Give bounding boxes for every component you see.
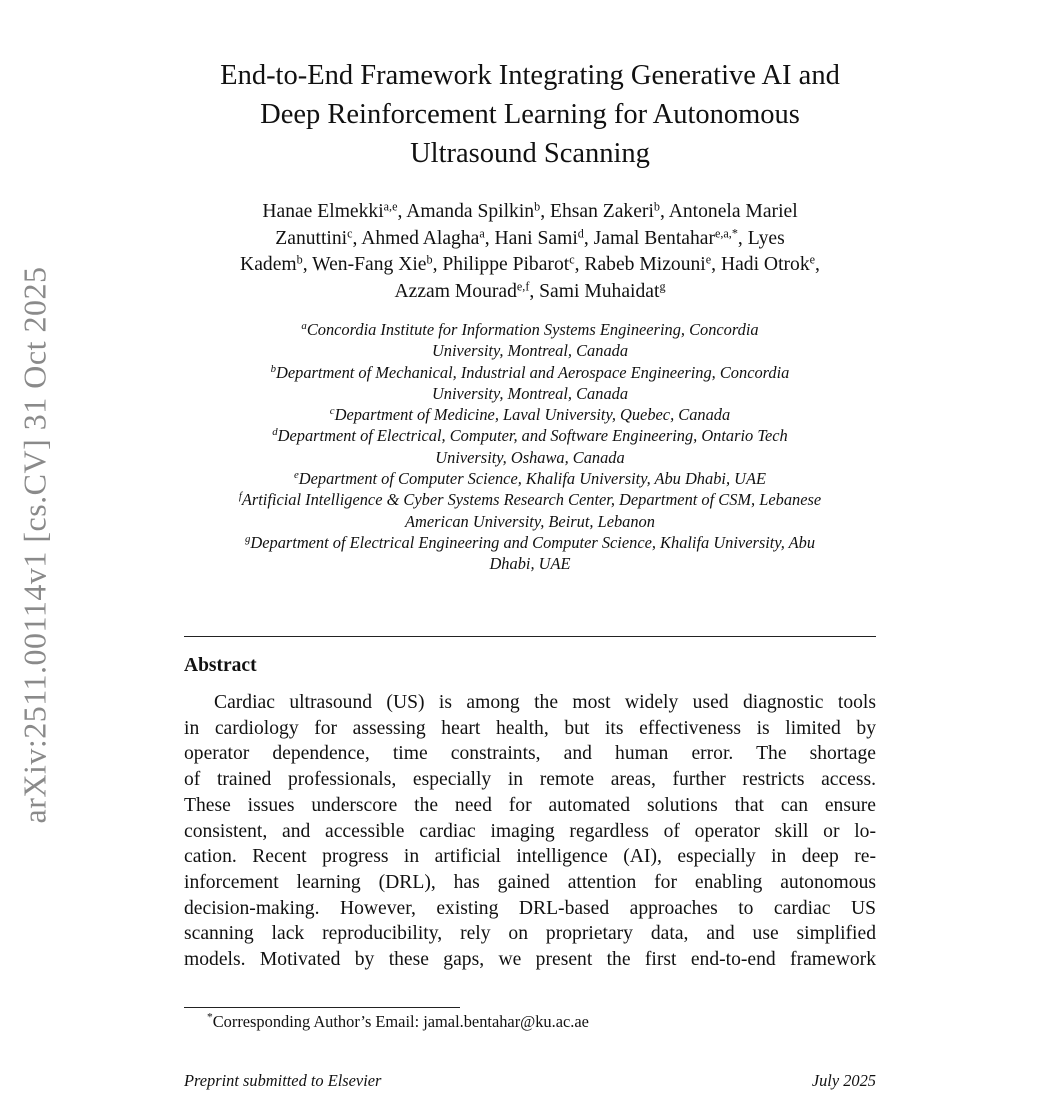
author-name: Azzam Mourad [394, 280, 517, 302]
author-affiliation-mark: b [534, 199, 541, 214]
author-name: Kadem [240, 254, 297, 275]
author-name: Hanae Elmekki [262, 201, 384, 222]
affiliation-mark: a [301, 320, 307, 333]
author-separator: , [659, 201, 669, 222]
author-affiliation-mark: e [809, 252, 816, 267]
author-separator: , [352, 227, 362, 249]
corresponding-author-footnote [207, 1012, 589, 1032]
affiliation-text: Department of Mechanical, Industrial and Aerospace Engineering, Concordia [276, 362, 790, 382]
affiliation-line [184, 489, 876, 510]
author-separator: , [540, 201, 550, 222]
affiliation-mark: d [272, 426, 278, 439]
author-name: Hadi Otrok [720, 254, 810, 275]
author-name: Sami Muhaidat [539, 280, 660, 302]
author-affiliation-mark: c [347, 225, 353, 240]
affiliation-line [184, 362, 876, 383]
author-separator: , [484, 227, 495, 249]
author-separator: , [711, 254, 721, 275]
author-name: Zanuttini [275, 227, 348, 249]
author-affiliation-mark: b [653, 199, 660, 214]
affiliation-text: Department of Electrical Engineering and Computer Science, Khalifa University, Abu [250, 532, 816, 552]
author-affiliation-mark: e [705, 252, 712, 267]
footnote-marker: * [207, 1011, 213, 1024]
affiliation-text: University, Oshawa, Canada [435, 447, 625, 467]
affiliation-list [184, 319, 876, 575]
abstract-line: Cardiac ultrasound (US) is among the most widely used diagnostic tools [214, 692, 876, 713]
affiliation-mark: c [329, 405, 335, 418]
author-line [184, 199, 876, 226]
author-line [184, 252, 876, 279]
author-name: Philippe Pibarot [442, 254, 570, 275]
author-affiliation-mark: e,f [516, 278, 530, 293]
author-affiliation-mark: g [659, 278, 666, 293]
affiliation-line [184, 425, 876, 446]
abstract-line: scanning lack reproducibility, rely on proprietary data, and use simplified [184, 923, 876, 945]
affiliation-mark: g [244, 533, 251, 546]
affiliation-line [184, 553, 876, 574]
abstract-line: in cardiology for assessing heart health, but its effectiveness is limited by [184, 717, 876, 739]
abstract-line: consistent, and accessible cardiac imaging regardless of operator skill or lo- [184, 820, 876, 842]
author-separator: , [737, 227, 748, 249]
abstract-body [184, 690, 876, 973]
affiliation-line [184, 319, 876, 340]
author-separator: , [397, 201, 407, 222]
arxiv-identifier: arXiv:2511.00114v1 [cs.CV] 31 Oct 2025 [16, 266, 53, 824]
author-line [184, 226, 876, 253]
author-affiliation-mark: e,a,* [714, 225, 738, 240]
affiliation-line [184, 404, 876, 425]
author-name: Amanda Spilkin [406, 201, 535, 222]
abstract-line: models. Motivated by these gaps, we present the first end-to-end framework [184, 949, 876, 971]
author-affiliation-mark: d [577, 225, 584, 240]
affiliation-text: Dhabi, UAE [489, 554, 571, 574]
author-name: Jamal Bentahar [593, 227, 715, 249]
affiliation-line [184, 511, 876, 532]
author-separator: , [583, 227, 594, 249]
author-separator: , [529, 280, 540, 302]
abstract-line: cation. Recent progress in artificial intelligence (AI), especially in deep re- [184, 846, 876, 868]
author-separator: , [432, 254, 443, 275]
author-line [184, 279, 876, 306]
abstract-line: inforcement learning (DRL), has gained attention for enabling autonomous [184, 871, 876, 893]
abstract-line: These issues underscore the need for automated solutions that can ensure [184, 794, 876, 816]
author-separator: , [815, 254, 820, 275]
affiliation-line [184, 447, 876, 468]
affiliation-text: Artificial Intelligence & Cyber Systems Research Center, Department of CSM, Lebanese [241, 490, 822, 510]
abstract-line: of trained professionals, especially in remote areas, further restricts access. [184, 769, 876, 791]
affiliation-text: Concordia Institute for Information Systems Engineering, Concordia [306, 320, 759, 339]
abstract-heading: Abstract [184, 655, 257, 676]
footer-date: July 2025 [811, 1071, 876, 1090]
author-affiliation-mark: b [426, 252, 433, 267]
front-matter-divider [184, 636, 876, 637]
affiliation-text: University, Montreal, Canada [431, 383, 629, 403]
author-name: Antonela Mariel [668, 201, 798, 222]
title-line: Deep Reinforcement Learning for Autonomous [260, 99, 800, 130]
author-name: Lyes [747, 227, 785, 249]
author-separator: , [302, 254, 313, 275]
paper-title [184, 56, 876, 173]
abstract-line: operator dependence, time constraints, and human error. The shortage [184, 743, 876, 765]
author-affiliation-mark: c [569, 252, 575, 267]
affiliation-mark: e [293, 469, 299, 482]
author-name: Ehsan Zakeri [549, 201, 654, 222]
author-separator: , [574, 254, 585, 275]
affiliation-text: University, Montreal, Canada [431, 341, 629, 361]
author-name: Rabeb Mizouni [584, 254, 706, 275]
author-name: Ahmed Alagha [361, 227, 480, 249]
author-name: Wen-Fang Xie [312, 254, 427, 275]
footnote-divider [184, 1007, 460, 1008]
affiliation-line [184, 532, 876, 553]
author-affiliation-mark: b [296, 252, 303, 267]
affiliation-line [184, 468, 876, 489]
affiliation-text: Department of Computer Science, Khalifa University, Abu Dhabi, UAE [298, 469, 767, 489]
affiliation-text: Department of Electrical, Computer, and Software Engineering, Ontario Tech [277, 426, 788, 446]
author-affiliation-mark: a [479, 225, 485, 240]
affiliation-mark: f [238, 490, 242, 503]
abstract-line: decision-making. However, existing DRL-based approaches to cardiac US [184, 897, 876, 919]
author-list [184, 199, 876, 305]
affiliation-mark: b [270, 362, 277, 375]
author-name: Hani Sami [494, 227, 578, 249]
footer-preprint-note: Preprint submitted to Elsevier [184, 1071, 382, 1090]
author-affiliation-mark: a,e [383, 199, 398, 214]
affiliation-line [184, 383, 876, 404]
title-line: Ultrasound Scanning [410, 138, 650, 169]
footnote-text: Corresponding Author’s Email: jamal.bentahar@ku.ac.ae [212, 1012, 589, 1031]
affiliation-text: Department of Medicine, Laval University, Quebec, Canada [334, 405, 731, 425]
title-line: End-to-End Framework Integrating Generative AI and [220, 60, 840, 91]
affiliation-text: American University, Beirut, Lebanon [405, 511, 655, 531]
affiliation-line [184, 340, 876, 361]
